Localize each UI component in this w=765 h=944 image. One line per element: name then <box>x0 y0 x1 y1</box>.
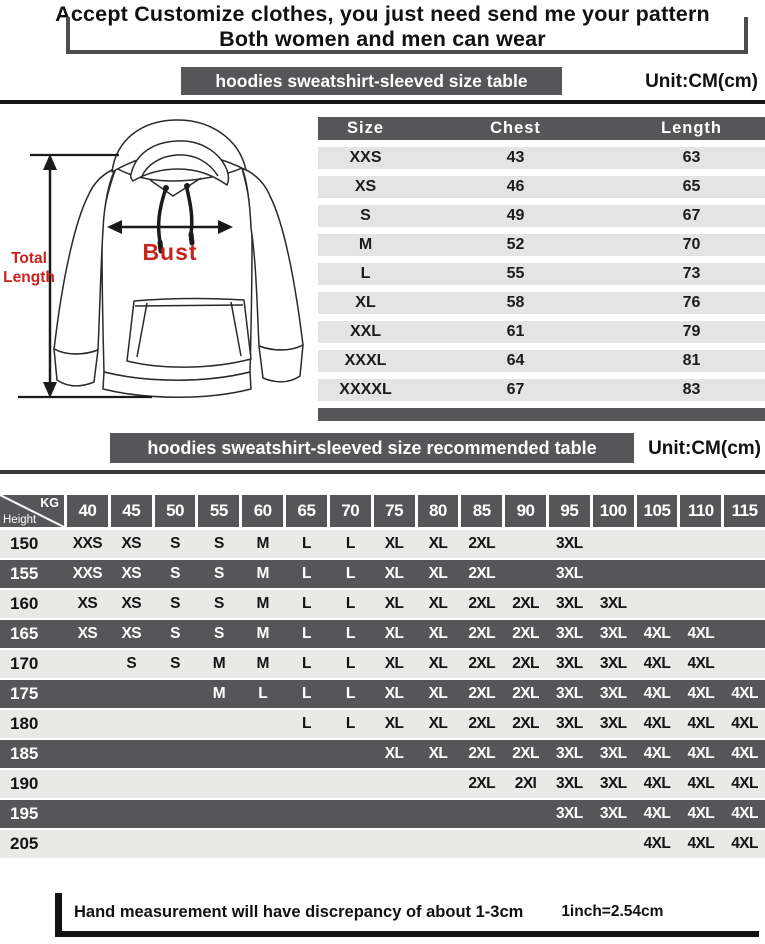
recommend-cell: XXS <box>72 535 103 552</box>
size-table-cell: 43 <box>506 149 525 166</box>
recommend-cell: XL <box>428 655 448 672</box>
promo-line2: Both women and men can wear <box>219 27 546 51</box>
weight-header-cell: 65 <box>286 495 327 527</box>
size-unit-label: Unit:CM(cm) <box>645 71 758 92</box>
corner-height-label: Height <box>3 514 37 526</box>
recommend-cell: L <box>258 685 268 702</box>
column-header-length: Length <box>661 119 722 137</box>
weight-header-cell: 50 <box>155 495 196 527</box>
recommend-cell: 3XL <box>599 715 627 732</box>
height-label: 175 <box>10 684 39 703</box>
height-label: 190 <box>10 774 39 793</box>
size-table <box>318 117 765 421</box>
recommend-row <box>0 650 765 678</box>
recommend-cell: 4XL <box>731 775 758 792</box>
recommend-cell: M <box>212 685 225 702</box>
column-header-size: Size <box>346 119 385 137</box>
recommend-row <box>0 620 765 648</box>
bust-label: Bust <box>142 239 198 265</box>
recommend-cell: L <box>345 535 355 552</box>
recommend-cell: 4XL <box>687 655 715 672</box>
total-length-label-line1: Total <box>11 250 47 267</box>
recommend-cell: XL <box>428 685 448 702</box>
recommend-cell: M <box>256 655 269 672</box>
recommend-cell: 3XL <box>599 775 627 792</box>
weight-header-cell: 60 <box>242 495 283 527</box>
size-table-row <box>318 205 765 227</box>
recommend-cell: XL <box>384 535 404 552</box>
recommend-cell: 2XL <box>468 745 496 762</box>
recommend-cell: S <box>213 625 224 642</box>
divider-top <box>0 100 765 104</box>
recommend-row <box>0 560 765 588</box>
recommend-unit-label: Unit:CM(cm) <box>648 438 761 459</box>
recommend-table-body <box>0 530 765 858</box>
kg-height-corner-cell <box>0 495 64 527</box>
recommend-cell: 4XL <box>687 625 715 642</box>
size-table-cell: L <box>360 265 371 282</box>
height-label: 150 <box>10 534 39 553</box>
size-table-header <box>318 117 765 140</box>
promo-line1: Accept Customize clothes, you just need send me your pattern <box>55 2 710 26</box>
size-table-cell: 58 <box>506 294 525 311</box>
inch-conversion: 1inch=2.54cm <box>561 903 664 920</box>
recommend-cell: 2XL <box>468 655 496 672</box>
recommend-cell: 2XL <box>512 685 539 702</box>
recommend-cell: S <box>213 535 224 552</box>
weight-header-cell: 85 <box>461 495 502 527</box>
recommend-cell: S <box>170 655 180 672</box>
size-table-row <box>318 147 765 169</box>
size-table-row <box>318 176 765 198</box>
recommend-cell: XL <box>384 595 404 612</box>
recommend-cell: 2XL <box>512 745 539 762</box>
recommend-cell: 2XI <box>514 775 537 792</box>
recommend-cell: 4XL <box>643 745 671 762</box>
recommend-cell: 2XL <box>512 595 539 612</box>
size-table-cell: 81 <box>682 352 701 369</box>
size-table-cell: 55 <box>506 265 525 282</box>
total-length-label-line2: Length <box>3 269 55 286</box>
hoodie-drawing <box>0 108 316 416</box>
size-table-cell: XXXXL <box>339 381 392 398</box>
recommend-cell: S <box>170 535 180 552</box>
recommend-cell: 3XL <box>556 685 583 702</box>
weight-header-cell: 40 <box>67 495 108 527</box>
recommend-cell: 2XL <box>468 775 496 792</box>
recommend-cell: 3XL <box>556 655 583 672</box>
recommend-cell: 2XL <box>512 715 539 732</box>
hoodie-diagram <box>0 108 316 416</box>
recommend-row <box>0 530 765 558</box>
height-label: 185 <box>10 744 39 763</box>
size-table-rows <box>318 147 765 401</box>
recommend-cell: 3XL <box>599 685 627 702</box>
recommend-cell: XL <box>384 655 404 672</box>
recommend-cell: 4XL <box>687 805 715 822</box>
recommend-cell: M <box>212 655 225 672</box>
size-table-cell: 46 <box>506 178 525 195</box>
size-table-cell: 49 <box>506 207 525 224</box>
recommend-cell: 2XL <box>468 565 496 582</box>
height-label: 180 <box>10 714 39 733</box>
recommend-cell: 2XL <box>512 655 539 672</box>
recommend-cell: 4XL <box>643 625 671 642</box>
recommend-cell: 3XL <box>556 775 583 792</box>
size-table-cell: XXS <box>349 149 382 166</box>
recommend-cell: L <box>345 595 355 612</box>
recommend-cell: XL <box>384 565 404 582</box>
recommend-cell: 2XL <box>468 715 496 732</box>
weight-header-cell: 90 <box>505 495 546 527</box>
size-table-banner: hoodies sweatshirt-sleeved size table <box>181 67 562 95</box>
weight-header-cell: 70 <box>330 495 371 527</box>
recommend-cell: 3XL <box>599 655 627 672</box>
recommend-cell: XS <box>121 625 141 642</box>
recommend-cell: 4XL <box>687 745 715 762</box>
recommend-cell: XL <box>428 625 448 642</box>
recommend-cell: XL <box>428 745 448 762</box>
size-table-row <box>318 263 765 285</box>
recommend-cell: L <box>302 625 311 642</box>
recommend-cell: L <box>345 565 355 582</box>
recommend-cell: 4XL <box>731 835 758 852</box>
size-table-row <box>318 292 765 314</box>
size-table-cell: 79 <box>682 323 701 340</box>
recommend-cell: XL <box>384 625 404 642</box>
recommend-banner: hoodies sweatshirt-sleeved size recommended table <box>110 433 634 463</box>
recommend-cell: 4XL <box>687 775 715 792</box>
recommend-cell: XL <box>428 565 448 582</box>
recommend-cell: 4XL <box>643 775 671 792</box>
recommend-row <box>0 740 765 768</box>
height-label: 195 <box>10 804 39 823</box>
recommend-cell: 3XL <box>599 595 627 612</box>
recommend-cell: XS <box>77 595 98 612</box>
recommend-cell: XL <box>428 535 448 552</box>
recommend-cell: 3XL <box>599 805 627 822</box>
weight-header-cell: 105 <box>637 495 678 527</box>
recommend-cell: L <box>302 535 311 552</box>
size-table-cell: 70 <box>682 236 701 253</box>
recommend-cell: XL <box>428 715 448 732</box>
recommend-cell: M <box>256 625 269 642</box>
weight-header-cell: 115 <box>724 495 765 527</box>
size-table-cell: 52 <box>506 236 525 253</box>
size-table-cell: XL <box>355 294 376 311</box>
recommend-cell: 4XL <box>643 805 671 822</box>
recommend-cell: XL <box>428 595 448 612</box>
column-header-chest: Chest <box>490 119 541 137</box>
corner-kg-label: KG <box>40 496 59 510</box>
weight-header-cell: 75 <box>374 495 415 527</box>
recommend-cell: M <box>256 565 269 582</box>
note-text: Hand measurement will have discrepancy of about 1-3cm <box>74 902 524 921</box>
recommend-cell: S <box>170 625 180 642</box>
promo-bracket <box>66 17 748 54</box>
recommend-cell: 4XL <box>731 745 758 762</box>
recommend-cell: 3XL <box>556 625 583 642</box>
recommend-cell: XS <box>121 535 141 552</box>
weight-header-cell: 100 <box>593 495 634 527</box>
recommend-cell: S <box>213 565 224 582</box>
recommend-cell: S <box>170 595 180 612</box>
size-table-cell: M <box>358 236 373 253</box>
recommend-cell: L <box>302 655 311 672</box>
recommend-cell: 4XL <box>643 715 671 732</box>
recommend-cell: 2XL <box>468 625 496 642</box>
recommend-cell: L <box>345 625 355 642</box>
recommend-cell: L <box>302 685 311 702</box>
recommend-cell: 2XL <box>512 625 539 642</box>
recommend-cell: S <box>213 595 224 612</box>
recommend-cell: 3XL <box>556 595 583 612</box>
weight-header-cell: 95 <box>549 495 590 527</box>
size-table-cell: 65 <box>682 178 701 195</box>
recommend-cell: 2XL <box>468 535 496 552</box>
recommend-cell: 2XL <box>468 685 496 702</box>
recommend-cell: 4XL <box>731 685 758 702</box>
recommend-row <box>0 830 765 858</box>
size-table-cell: 61 <box>506 323 525 340</box>
weight-header-cell: 55 <box>198 495 239 527</box>
size-table-row <box>318 234 765 256</box>
recommend-cell: 4XL <box>731 805 758 822</box>
recommend-cell: S <box>126 655 137 672</box>
size-table-cell: 73 <box>682 265 701 282</box>
recommend-cell: 4XL <box>687 685 715 702</box>
recommend-cell: 3XL <box>556 565 583 582</box>
height-label: 170 <box>10 654 39 673</box>
height-label: 205 <box>10 834 39 853</box>
recommend-cell: XXS <box>72 565 103 582</box>
recommend-row <box>0 680 765 708</box>
recommend-table <box>0 495 765 858</box>
size-table-cell: 67 <box>506 381 525 398</box>
recommend-cell: L <box>345 655 355 672</box>
recommend-cell: XL <box>384 715 404 732</box>
divider-middle <box>0 470 765 474</box>
recommend-cell: L <box>345 715 355 732</box>
recommend-cell: L <box>302 715 311 732</box>
size-table-cell: 64 <box>506 352 525 369</box>
recommend-cell: XL <box>384 745 404 762</box>
recommend-cell: M <box>256 595 269 612</box>
weight-header-cell: 45 <box>111 495 152 527</box>
recommend-cell: XS <box>121 595 141 612</box>
height-label: 165 <box>10 624 39 643</box>
recommend-cell: 4XL <box>643 835 671 852</box>
size-table-row <box>318 350 765 372</box>
recommend-cell: 4XL <box>643 685 671 702</box>
recommend-cell: S <box>170 565 180 582</box>
height-label: 155 <box>10 564 39 583</box>
recommend-cell: XS <box>121 565 141 582</box>
recommend-cell: 3XL <box>556 805 583 822</box>
size-table-cell: XXXL <box>344 352 387 369</box>
size-table-cell: XS <box>354 178 377 195</box>
measurement-note <box>55 893 759 937</box>
recommend-cell: 4XL <box>643 655 671 672</box>
recommend-row <box>0 770 765 798</box>
recommend-cell: L <box>345 685 355 702</box>
size-table-cell: 63 <box>682 149 701 166</box>
size-table-cell: 76 <box>682 294 701 311</box>
recommend-row <box>0 590 765 618</box>
weight-header-cell: 80 <box>418 495 459 527</box>
height-label: 160 <box>10 594 39 613</box>
size-table-row <box>318 379 765 401</box>
recommend-cell: XL <box>384 685 404 702</box>
recommend-cell: 4XL <box>731 715 758 732</box>
recommend-row <box>0 800 765 828</box>
recommend-cell: 3XL <box>556 745 583 762</box>
size-table-row <box>318 321 765 343</box>
recommend-cell: 3XL <box>599 745 627 762</box>
size-table-footer-bar <box>318 408 765 421</box>
recommend-header-row <box>0 495 765 527</box>
recommend-cell: 3XL <box>556 535 583 552</box>
recommend-cell: L <box>302 565 311 582</box>
recommend-cell: 3XL <box>556 715 583 732</box>
size-table-cell: 83 <box>682 381 701 398</box>
recommend-cell: 4XL <box>687 715 715 732</box>
recommend-cell: M <box>256 535 269 552</box>
recommend-cell: 2XL <box>468 595 496 612</box>
recommend-cell: L <box>302 595 311 612</box>
recommend-row <box>0 710 765 738</box>
weight-header-cell: 110 <box>680 495 721 527</box>
size-table-cell: XXL <box>349 323 382 340</box>
recommend-cell: 3XL <box>599 625 627 642</box>
size-table-cell: 67 <box>682 207 701 224</box>
recommend-cell: 4XL <box>687 835 715 852</box>
recommend-cell: XS <box>77 625 98 642</box>
size-table-cell: S <box>360 207 371 224</box>
